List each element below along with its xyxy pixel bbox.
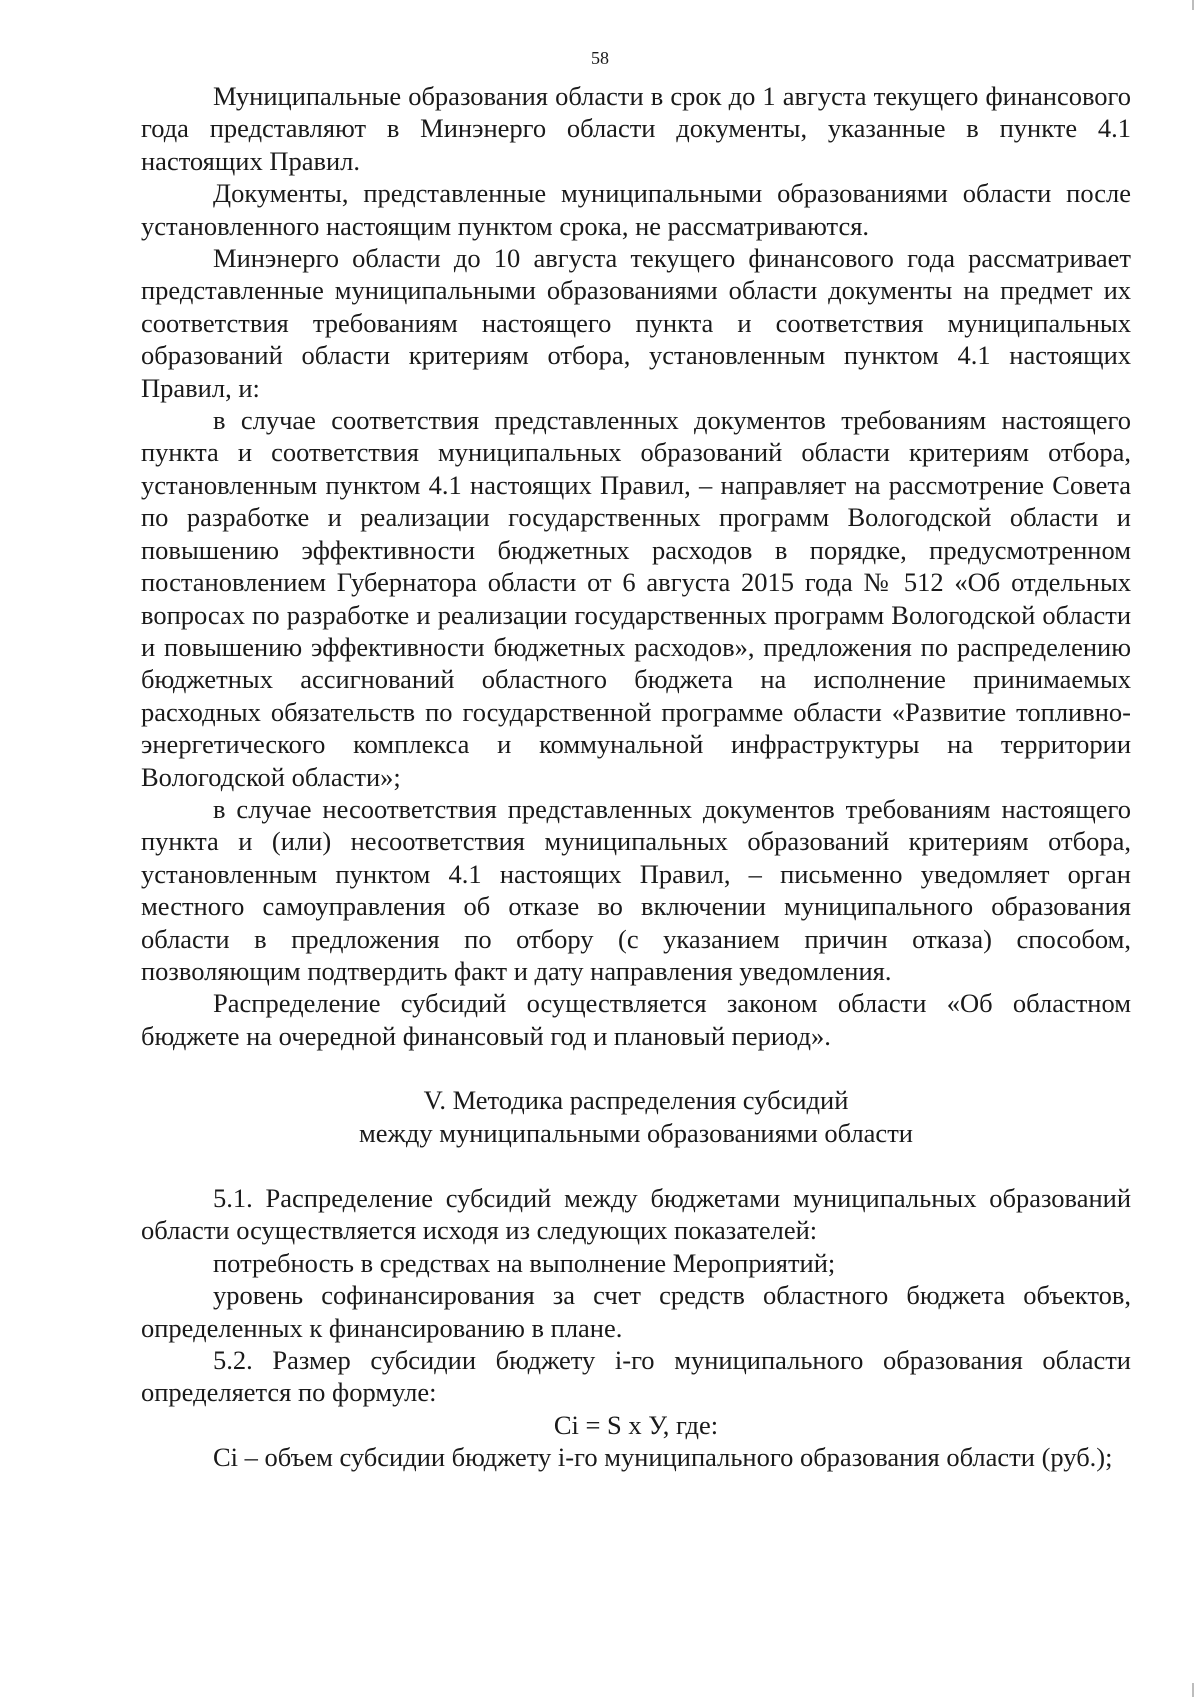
paragraph-review: Минэнерго области до 10 августа текущего финансового года рассматривает представленные муниципальными образованиями области документы на предмет их соответствия требованиям настоящего пункта и соответствия муниципальных образований области критериям отбора, установленным пунктом 4.1 настоящих Правил, и: xyxy=(141,243,1131,403)
paragraph-5-2: 5.2. Размер субсидии бюджету i-го муниципального образования области определяется по формуле: xyxy=(141,1345,1131,1408)
section-heading-line-1: V. Методика распределения субсидий xyxy=(423,1085,849,1116)
paragraph-indicator-cofinancing: уровень софинансирования за счет средств областного бюджета объектов, определенных к финансированию в плане. xyxy=(141,1280,1131,1343)
page-number: 58 xyxy=(591,48,609,68)
scan-edge-mark-top xyxy=(1192,0,1194,10)
paragraph-noncompliance-case: в случае несоответствия представленных документов требованиям настоящего пункта и (или) несоответствия муниципальных образований критериям отбора, установленным пунктом 4.1 настоящих Правил, – письменно уведомляет орган местного самоуправления об отказе во включении муниципального образования области в предложения по отбору (с указанием причин отказа) способом, позволяющим подтвердить факт и дату направления уведомления. xyxy=(141,793,1131,986)
paragraph-submission-deadline: Муниципальные образования области в срок до 1 августа текущего финансового года представляют в Минэнерго области документы, указанные в пункте 4.1 настоящих Правил. xyxy=(141,81,1131,176)
paragraph-compliance-case: в случае соответствия представленных документов требованиям настоящего пункта и соответствия муниципальных образований области критериям отбора, установленным пунктом 4.1 настоящих Правил, – направляет на рассмотрение Совета по разработке и реализации государственных программ Вологодской области и повышению эффективности бюджетных расходов в порядке, предусмотренном постановлением Губернатора области от 6 августа 2015 года № 512 «Об отдельных вопросах по разработке и реализации государственных программ Вологодской области и повышению эффективности бюджетных расходов», предложения по распределению бюджетных ассигнований областного бюджета на исполнение принимаемых расходных обязательств по государственной программе области «Развитие топливно-энергетического комплекса и коммунальной инфраструктуры на территории Вологодской области»; xyxy=(141,405,1131,792)
definition-ci: Ci – объем субсидии бюджету i-го муниципального образования области (руб.); xyxy=(213,1442,1113,1473)
paragraph-distribution-law: Распределение субсидий осуществляется законом области «Об областном бюджете на очередной финансовый год и плановый период». xyxy=(141,988,1131,1051)
scan-edge-mark-bottom xyxy=(1192,1683,1194,1697)
paragraph-late-documents: Документы, представленные муниципальными образованиями области после установленного настоящим пунктом срока, не рассматриваются. xyxy=(141,178,1131,241)
paragraph-5-1: 5.1. Распределение субсидий между бюджетами муниципальных образований области осуществляется исходя из следующих показателей: xyxy=(141,1183,1131,1246)
document-body xyxy=(141,80,1131,1474)
paragraph-indicator-need: потребность в средствах на выполнение Мероприятий; xyxy=(213,1247,836,1278)
section-heading-line-2: между муниципальными образованиями области xyxy=(359,1117,913,1148)
section-heading xyxy=(141,1084,1131,1149)
formula: Ci = S x У, где: xyxy=(553,1409,719,1440)
